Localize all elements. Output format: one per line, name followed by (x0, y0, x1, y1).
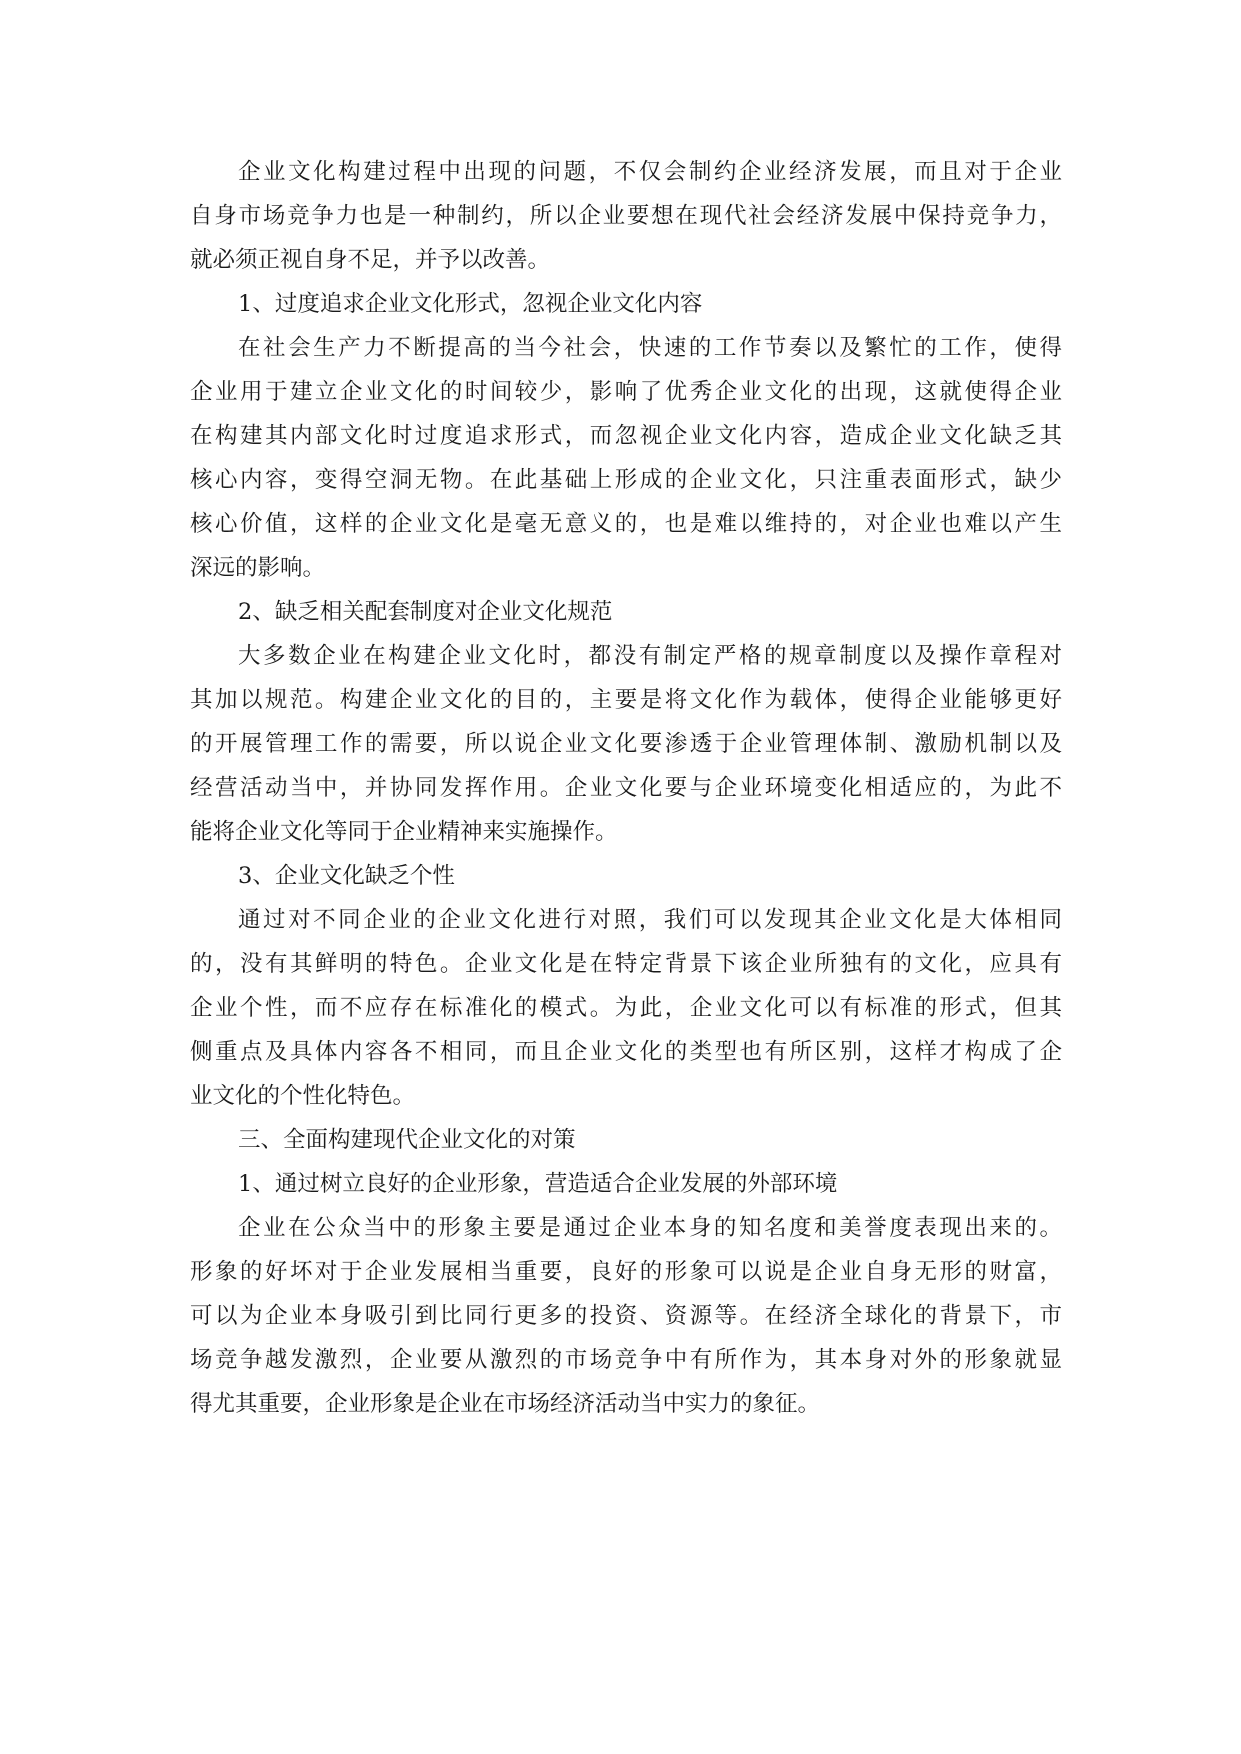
paragraph-line: 核心价值，这样的企业文化是毫无意义的，也是难以维持的，对企业也难以产生 (190, 511, 1062, 537)
section-heading: 1、通过树立良好的企业形象，营造适合企业发展的外部环境 (238, 1171, 838, 1197)
paragraph-line: 的开展管理工作的需要，所以说企业文化要渗透于企业管理体制、激励机制以及 (190, 731, 1062, 757)
paragraph-line: 深远的影响。 (190, 555, 326, 581)
paragraph-line: 企业在公众当中的形象主要是通过企业本身的知名度和美誉度表现出来的。 (238, 1215, 1062, 1241)
paragraph-line: 企业个性，而不应存在标准化的模式。为此，企业文化可以有标准的形式，但其 (190, 995, 1062, 1021)
paragraph-line: 大多数企业在构建企业文化时，都没有制定严格的规章制度以及操作章程对 (238, 643, 1062, 669)
paragraph-line: 在社会生产力不断提高的当今社会，快速的工作节奏以及繁忙的工作，使得 (238, 335, 1062, 361)
paragraph-line: 其加以规范。构建企业文化的目的，主要是将文化作为载体，使得企业能够更好 (190, 687, 1062, 713)
paragraph-line: 自身市场竞争力也是一种制约，所以企业要想在现代社会经济发展中保持竞争力， (190, 203, 1062, 229)
paragraph-line: 侧重点及具体内容各不相同，而且企业文化的类型也有所区别，这样才构成了企 (190, 1039, 1062, 1065)
paragraph-line: 就必须正视自身不足，并予以改善。 (190, 247, 551, 273)
section-heading: 2、缺乏相关配套制度对企业文化规范 (238, 599, 613, 625)
paragraph-line: 在构建其内部文化时过度追求形式，而忽视企业文化内容，造成企业文化缺乏其 (190, 423, 1062, 449)
paragraph-line: 企业文化构建过程中出现的问题，不仅会制约企业经济发展，而且对于企业 (238, 159, 1062, 185)
paragraph-line: 企业用于建立企业文化的时间较少，影响了优秀企业文化的出现，这就使得企业 (190, 379, 1062, 405)
paragraph-line: 得尤其重要，企业形象是企业在市场经济活动当中实力的象征。 (190, 1391, 821, 1417)
section-heading: 三、全面构建现代企业文化的对策 (238, 1127, 576, 1153)
section-heading: 1、过度追求企业文化形式，忽视企业文化内容 (238, 291, 703, 317)
paragraph-line: 可以为企业本身吸引到比同行更多的投资、资源等。在经济全球化的背景下，市 (190, 1303, 1062, 1329)
paragraph-line: 通过对不同企业的企业文化进行对照，我们可以发现其企业文化是大体相同 (238, 907, 1062, 933)
section-heading: 3、企业文化缺乏个性 (238, 863, 455, 889)
paragraph-line: 场竞争越发激烈，企业要从激烈的市场竞争中有所作为，其本身对外的形象就显 (190, 1347, 1062, 1373)
paragraph-line: 核心内容，变得空洞无物。在此基础上形成的企业文化，只注重表面形式，缺少 (190, 467, 1062, 493)
paragraph-line: 形象的好坏对于企业发展相当重要，良好的形象可以说是企业自身无形的财富， (190, 1259, 1062, 1285)
paragraph-line: 的，没有其鲜明的特色。企业文化是在特定背景下该企业所独有的文化，应具有 (190, 951, 1062, 977)
paragraph-line: 经营活动当中，并协同发挥作用。企业文化要与企业环境变化相适应的，为此不 (190, 775, 1062, 801)
paragraph-line: 业文化的个性化特色。 (190, 1083, 416, 1109)
paragraph-line: 能将企业文化等同于企业精神来实施操作。 (190, 819, 618, 845)
